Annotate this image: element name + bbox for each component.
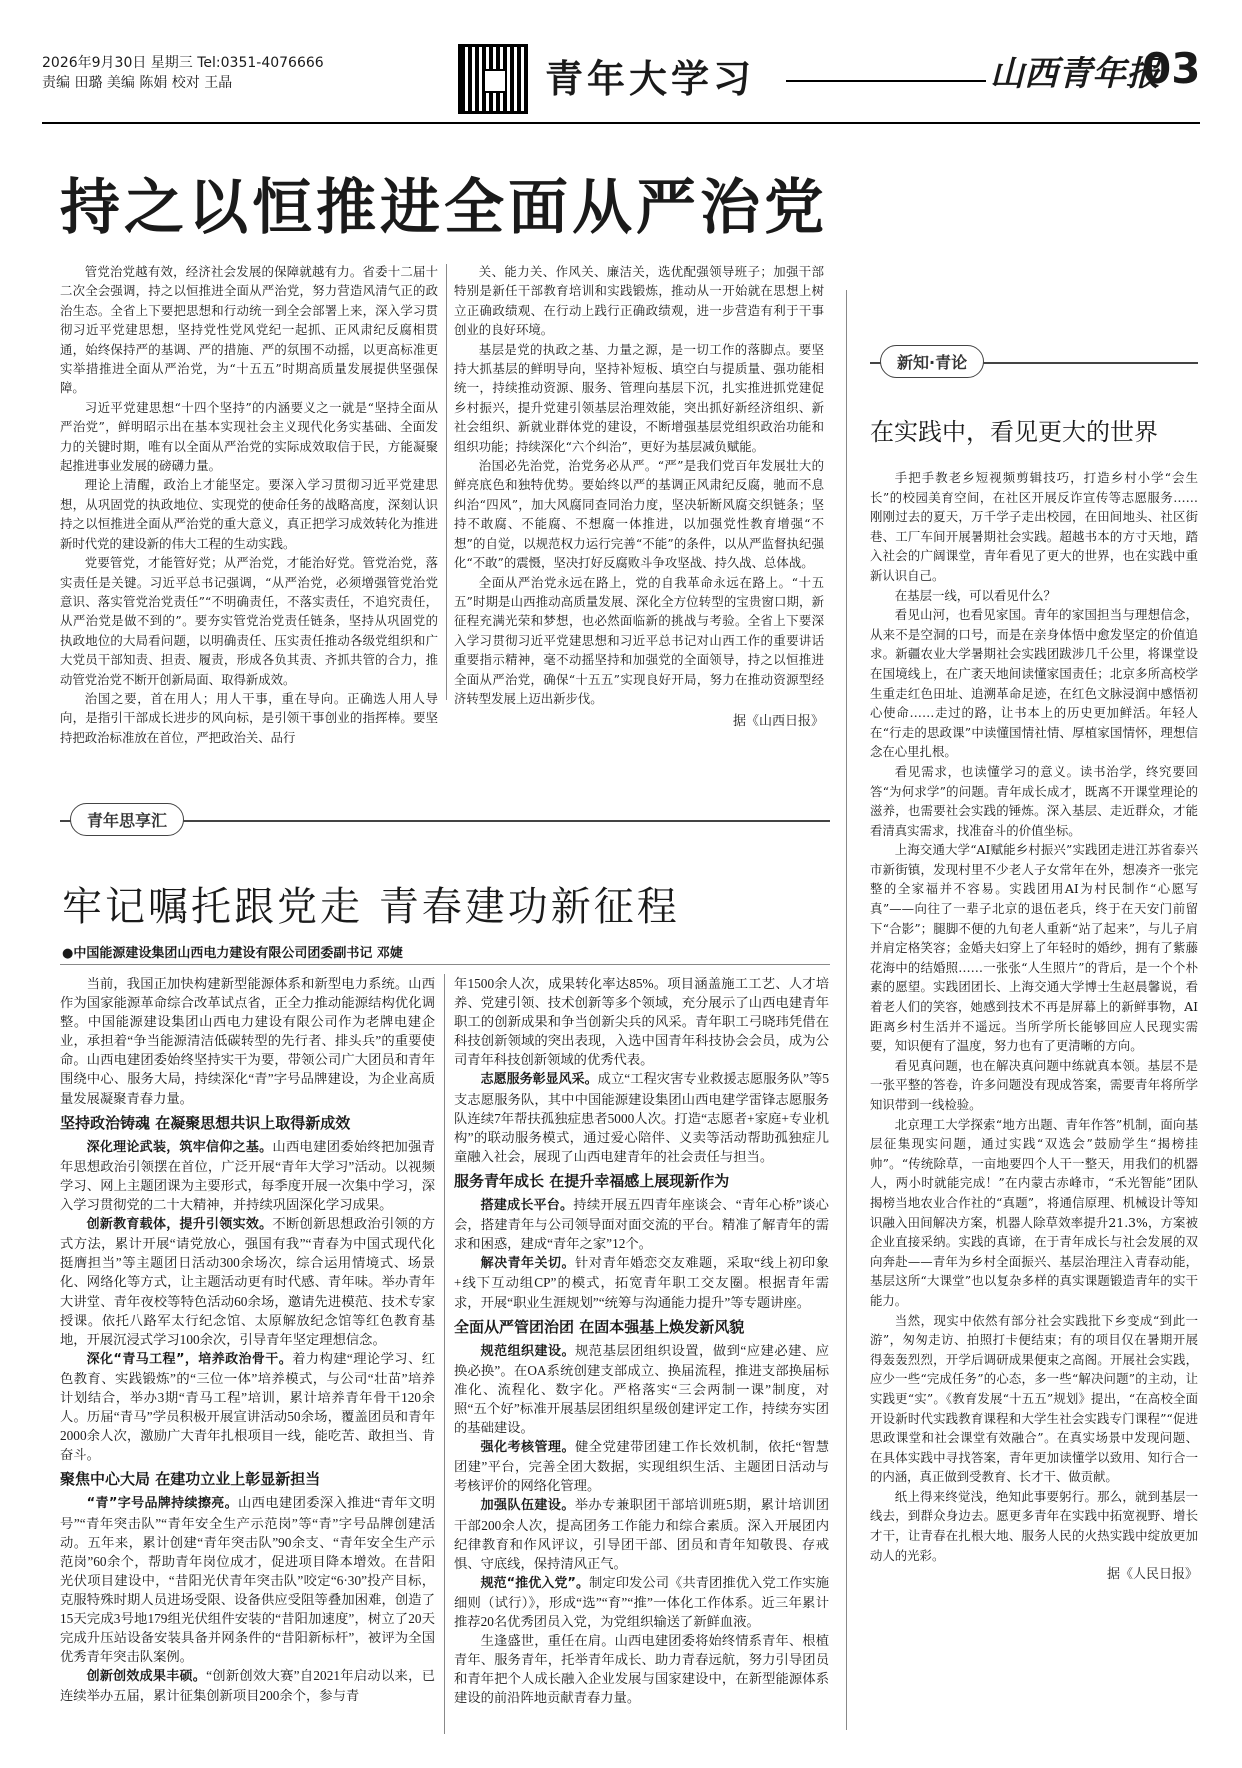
- body-text: 持续开展五四青年座谈会、“青年心桥”谈心会，搭建青年与公司领导面对面交流的平台。精准了解青年的需求和困惑，建成“青年之家”12个。: [454, 1197, 829, 1252]
- column-divider: [846, 290, 847, 1730]
- body-text: 健全党建带团建工作长效机制，依托“智慧团建”平台，完善全团大数据，实现组织生活、主题团日活动与考核评价的网络化管理。: [454, 1439, 829, 1494]
- paragraph: 上海交通大学“AI赋能乡村振兴”实践团走进江苏省泰兴市新街镇，发现村里不少老人子女常年在外，想凑齐一张完整的全家福并不容易。实践团用AI为村民制作“心愿写真”——向往了一辈子北京的退伍老兵，终于在天安门前留下“合影”；腿脚不便的九旬老人重新“站了起来”，与儿子肩并肩定格笑容；金婚夫妇穿上了年轻时的婚纱，拥有了紫藤花海中的结婚照……一张张“人生照片”的背后，是一个个朴素的愿望。实践团团长、上海交通大学博士生赵晨馨说，看着老人们的笑容，她感到技术不再是屏幕上的新鲜事物，AI距离乡村生活并不遥远。当所学所长能够回应人民现实需要，知识便有了温度，努力也有了更清晰的方向。: [870, 842, 1198, 1054]
- lead-in: 深化理论武装，筑牢信仰之基。: [86, 1139, 273, 1155]
- paragraph: [60, 1666, 435, 1705]
- feature-headline: 牢记嘱托跟党走 青春建功新征程: [62, 884, 680, 930]
- paragraph: 看见山河，也看见家国。青年的家国担当与理想信念，从来不是空洞的口号，而是在亲身体悟中愈发坚定的价值追求。新疆农业大学暑期社会实践团跋涉几千公里，将课堂设在国境线上，在广袤天地间读懂家国责任；北京多所高校学生重走红色田址、追溯革命足迹，在红色文脉浸润中感悟初心使命……走过的路，让书本上的历史更加鲜活。年轻人在“行走的思政课”中读懂国情社情、厚植家国情怀，理想信念在心里扎根。: [870, 607, 1198, 760]
- lead-in: 深化“青马工程”，培养政治骨干。: [86, 1351, 293, 1367]
- side-column: [870, 468, 1198, 1585]
- paragraph: 治国之要，首在用人；用人干事，重在导向。正确选人用人导向，是指引干部成长进步的风向标，是引领干事创业的指挥棒。要坚持把政治标准放在首位，严把政治关、品行: [60, 690, 438, 745]
- feature-column-1: [60, 974, 435, 1705]
- rule: [60, 964, 830, 965]
- newspaper-logo: 山西青年报: [990, 54, 1160, 94]
- side-tag-label: 新知·青论: [897, 353, 968, 372]
- body-text: 制定印发公司《共青团推优入党工作实施细则（试行）》，形成“选”“育”“推”一体化工作体系。近三年累计推荐20名优秀团员入党，为党组织输送了新鲜血液。: [454, 1574, 830, 1629]
- paragraph: [60, 1214, 435, 1349]
- lead-in: 加强队伍建设。: [480, 1498, 575, 1514]
- subheading: 聚焦中心大局 在建功立业上彰显新担当: [60, 1470, 321, 1489]
- body-text: 规范基层团组织设置，做到“应建必建、应换必换”。在OA系统创建支部成立、换届流程，推进支部换届标准化、流程化、数字化。严格落实“三会两制一课”制度，对照“五个好”标准开展基层团组织星级创建评定工作，持续夯实团的基础建设。: [454, 1342, 829, 1436]
- paragraph: 纸上得来终觉浅，绝知此事要躬行。那么，就到基层一线去，到群众身边去。愿更多青年在实践中拓宽视野、增长才干，让青春在扎根大地、服务人民的火热实践中绽放更加动人的光彩。: [870, 1488, 1198, 1563]
- body-text: 山西电建团委始终把加强青年思想政治引领摆在首位，广泛开展“青年大学习”活动。以视频学习、网上主题团课为主要形式，每季度开展一次集中学习，深入学习贯彻党的二十大精神，并持续巩固深化学习成果。: [60, 1138, 435, 1213]
- body-text: “创新创效大赛”自2021年启动以来，已连续举办五届，累计征集创新项目200余个，参与青: [60, 1668, 435, 1704]
- paragraph: [60, 1137, 435, 1214]
- lead-in: 搭建成长平台。: [480, 1198, 574, 1214]
- lead-in: 规范组织建设。: [480, 1343, 575, 1359]
- paragraph: 北京理工大学探索“地方出题、青年作答”机制，面向基层征集现实问题，通过实践“双选会”鼓励学生“揭榜挂帅”。“传统除草，一亩地要四个人干一整天，用我们的机器人，两小时就能完成！”在内蒙古赤峰市，“禾光智能”团队揭榜当地农业合作社的“真题”，将通信原理、机械设计等知识融入田间解决方案，机器人除草效率提升21.3%，方案被企业直接采纳。实践的真谛，在于青年成长与社会发展的双向奔赴——青年为乡村全面振兴、基层治理注入青春动能，基层这所“大课堂”也以复杂多样的真实课题锻造青年的实干能力。: [870, 1116, 1198, 1308]
- paragraph: 看见需求，也读懂学习的意义。读书治学，终究要回答“为何求学”的问题。青年成长成才，既离不开课堂理论的滋养，也需要社会实践的锤炼。深入基层、走近群众，才能看清真实需求，找准奋斗的价值坐标。: [870, 763, 1198, 838]
- lead-source: 据《山西日报》: [732, 714, 824, 730]
- body-text: 不断创新思想政治引领的方式方法，累计开展“请党放心，强国有我”“青春为中国式现代化挺膺担当”等主题团日活动300余场次，综合运用情境式、场景化、网络化等方式，让主题活动更有时代感、青年味。举办青年大讲堂、青年夜校等特色活动60余场，邀请先进模范、技术专家授课。依托八路军太行纪念馆、太原解放纪念馆等红色教育基地，开展沉浸式学习100余次，引导青年坚定理想信念。: [60, 1216, 435, 1347]
- paragraph: [60, 1349, 435, 1465]
- paragraph: 党要管党，才能管好党；从严治党，才能治好党。管党治党，落实责任是关键。习近平总书记强调，“从严治党，必须增强管党治党意识、落实管党治党责任”“不明确责任，不落实责任，不追究责任，从严治党是做不到的”。要夯实管党治党责任链条，坚持从巩固党的执政地位的大局看问题，以明确责任、压实责任推动各级党组织和广大党员干部知责、担责、履责，形成各负其责、齐抓共管的合力，推动管党治党不断开创新局面、取得新成效。: [60, 555, 438, 687]
- paragraph: [454, 1195, 829, 1253]
- side-headline: 在实践中，看见更大的世界: [870, 418, 1158, 446]
- paragraph: 生逢盛世，重任在肩。山西电建团委将始终情系青年、根植青年、服务青年，托举青年成长、助力青春远航，努力引导团员和青年把个人成长融入企业发展与国家建设中，在新型能源体系建设的前沿阵地贡献青春力量。: [454, 1633, 829, 1706]
- paragraph: 在基层一线，可以看见什么？: [894, 587, 1056, 603]
- paragraph: [60, 1493, 435, 1666]
- lead-in: “青”字号品牌持续擦亮。: [86, 1496, 238, 1512]
- lead-in: 规范“推优入党”。: [480, 1575, 590, 1591]
- body-text: 山西电建团委深入推进“青年文明号”“青年突击队”“青年安全生产示范岗”等“青”字号品牌创建活动。五年来，累计创建“青年突击队”90余支、“青年安全生产示范岗”60余个，帮助青年岗位成才，促进项目降本增效。在昔阳光伏项目建设中，“昔阳光伏青年突击队”咬定“6·30”投产目标，克服特殊时期人员进场受限、设备供应受阻等叠加困难，创造了15天完成3号地179组光伏组件安装的“昔阳加速度”，树立了20天完成升压站设备安装具备并网条件的“昔阳新标杆”，被评为全国优秀青年突击队案例。: [60, 1495, 435, 1665]
- issue-date: 2026年9月30日 星期三 Tel:0351-4076666: [42, 55, 324, 71]
- feature-tag-label: 青年思享汇: [87, 811, 168, 830]
- top-rule: [42, 122, 1200, 124]
- side-source: 据《人民日报》: [1106, 1567, 1198, 1583]
- paragraph: 全面从严治党永远在路上，党的自我革命永远在路上。“十五五”时期是山西推动高质量发展、深化全方位转型的宝贵窗口期，新征程充满光荣和梦想，也必然面临新的挑战与考验。全省上下要深入学习贯彻习近平党建思想和习近平总书记对山西工作的重要讲话重要指示精神，毫不动摇坚持和加强党的全面领导，持之以恒推进全面从严治党，确保“十五五”实现良好开局，努力在推动资源型经济转型发展上迈出新步伐。: [454, 574, 824, 706]
- feature-byline: ●中国能源建设集团山西电力建设有限公司团委副书记 邓婕: [62, 946, 403, 961]
- paragraph: 管党治党越有效，经济社会发展的保障就越有力。省委十二届十二次全会强调，持之以恒推进全面从严治党，努力营造风清气正的政治生态。全省上下要把思想和行动统一到全会部署上来，深入学习贯彻习近平党建思想，坚持党性党风党纪一起抓、正风肃纪反腐相贯通，始终保持严的基调、严的措施、严的氛围不动摇，以更高标准更实举措推进全面从严治党，为“十五五”时期高质量发展提供坚强保障。: [60, 264, 438, 396]
- paragraph: [454, 1437, 829, 1495]
- body-text: 针对青年婚恋交友难题，采取“线上初印象+线下互动组CP”的模式，拓宽青年职工交友圈。根据青年需求，开展“职业生涯规划”“统筹与沟通能力提升”等专题讲座。: [454, 1255, 829, 1310]
- paragraph: [454, 1341, 829, 1437]
- paragraph: 手把手教老乡短视频剪辑技巧，打造乡村小学“会生长”的校园美育空间，在社区开展反诈宣传等志愿服务……刚刚过去的夏天，万千学子走出校园，在田间地头、社区街巷、工厂车间开展暑期社会实践。超越书本的方寸天地，踏入社会的广阔课堂，青年看见了更大的世界，也在实践中重新认识自己。: [870, 470, 1198, 583]
- paragraph: 治国必先治党，治党务必从严。“严”是我们党百年发展壮大的鲜亮底色和独特优势。要始终以严的基调正风肃纪反腐，驰而不息纠治“四风”，加大风腐同查同治力度，坚决斩断风腐交织链条；坚持不敢腐、不能腐、不想腐一体推进，以加强党性教育增强“不想”的自觉，以规范权力运行完善“不能”的条件，以从严监督执纪强化“不敢”的震慑，坚决打好反腐败斗争攻坚战、持久战、总体战。: [454, 458, 824, 571]
- subheading: 服务青年成长 在提升幸福感上展现新作为: [454, 1171, 730, 1190]
- lead-column-1: [60, 262, 438, 747]
- paragraph: 基层是党的执政之基、力量之源，是一切工作的落脚点。要坚持大抓基层的鲜明导向，坚持补短板、填空白与提质量、强功能相统一，持续推动资源、服务、管理向基层下沉，扎实推进抓党建促乡村振兴，提升党建引领基层治理效能，突出抓好新经济组织、新社会组织、新就业群体党的建设，不断增强基层党组织政治功能和组织功能；持续深化“六个纠治”，更好为基层减负赋能。: [454, 341, 824, 454]
- subheading: 全面从严管团治团 在固本强基上焕发新风貌: [454, 1317, 745, 1336]
- body-text: 举办专兼职团干部培训班5期，累计培训团干部200余人次，提高团务工作能力和综合素质。深入开展团内纪律教育和作风评议，引导团干部、团员和青年知敬畏、存戒惧、守底线，保持清风正气。: [454, 1497, 829, 1571]
- header-rule: [786, 80, 986, 82]
- paragraph: 习近平党建思想“十四个坚持”的内涵要义之一就是“坚持全面从严治党”，鲜明昭示出在基本实现社会主义现代化务实基础、全面发力的关键时期，唯有以全面从严治党的实际成效取信于民，方能凝聚起推进事业发展的磅礴力量。: [60, 399, 438, 474]
- paragraph: 年1500余人次，成果转化率达85%。项目涵盖施工工艺、人才培养、党建引领、技术创新等多个领域，充分展示了山西电建青年职工的创新成果和争当创新尖兵的风采。青年职工弓晓玮凭借在科技创新领域的突出表现，入选中国青年科技协会会员，成为公司青年科技创新领域的优秀代表。: [454, 976, 829, 1068]
- lead-column-2: [454, 262, 824, 732]
- section-title: 青年大学习: [545, 56, 756, 101]
- paragraph: 当然，现实中依然有部分社会实践批下乡变成“到此一游”，匆匆走访、拍照打卡便结束；有的项目仅在暑期开展得轰轰烈烈，开学后调研成果便束之高阁。开展社会实践，应少一些“完成任务”的心态，多一些“解决问题”的主动，让实践更“实”。《教育发展“十五五”规划》提出，“在高校全面开设新时代实践教育课程和大学生社会实践专门课程”“促进思政课堂和社会课堂有效融合”。在真实场景中发现问题、在具体实践中寻找答案，青年更加读懂学以致用、知行合一的内涵，真正做到受教育、长才干、做贡献。: [870, 1312, 1198, 1485]
- paragraph: [454, 1253, 829, 1311]
- column-divider: [444, 974, 445, 1734]
- paragraph: 理论上清醒，政治上才能坚定。要深入学习贯彻习近平党建思想，从巩固党的执政地位、实现党的使命任务的战略高度，深刻认识持之以恒推进全面从严治党的重大意义，真正把学习成效转化为推进新时代党的建设新的伟大工程的生动实践。: [60, 477, 438, 551]
- lead-in: 强化考核管理。: [480, 1440, 575, 1456]
- lead-in: 解决青年关切。: [480, 1256, 575, 1272]
- paragraph: [454, 1573, 829, 1631]
- body-text: 着力构建“理论学习、红色教育、实践锻炼”的“三位一体”培养模式，与公司“壮苗”培养计划结合，举办3期“青马工程”培训，累计培养青年骨干120余人。历届“青马”学员积极开展宣讲活动50余场，覆盖团员和青年2000余人次，激励广大青年扎根项目一线，能吃苦、敢担当、肯奋斗。: [60, 1350, 435, 1463]
- paragraph: 关、能力关、作风关、廉洁关，选优配强领导班子；加强干部特别是新任干部教育培训和实践锻炼，推动从一开始就在思想上树立正确政绩观、在行动上践行正确政绩观，进一步营造有利于干事创业的良好环境。: [454, 264, 824, 338]
- body-text: 成立“工程灾害专业救援志愿服务队”等5支志愿服务队，其中中国能源建设集团山西电建学雷锋志愿服务队连续7年帮扶孤独症患者5000人次。打造“志愿者+家庭+专业机构”的联动服务模式，通过爱心陪伴、义卖等活动帮助孤独症儿童融入社会，展现了山西电建青年的社会责任与担当。: [454, 1071, 829, 1164]
- column-divider: [446, 264, 447, 700]
- lead-in: 创新创效成果丰硕。: [86, 1669, 207, 1685]
- editor-credits: 责编 田璐 美编 陈娟 校对 王晶: [42, 75, 233, 91]
- paragraph: [454, 1495, 829, 1572]
- lead-headline: 持之以恒推进全面从严治党: [60, 173, 828, 243]
- paragraph: [454, 1069, 829, 1165]
- side-tag: [880, 345, 984, 378]
- feature-column-2: [454, 974, 829, 1707]
- paragraph: 看见真问题，也在解决真问题中练就真本领。基层不是一张平整的答卷，许多问题没有现成答案，需要青年将所学知识带到一线检验。: [870, 1057, 1198, 1112]
- paragraph: 当前，我国正加快构建新型能源体系和新型电力系统。山西作为国家能源革命综合改革试点省，正全力推动能源结构优化调整。中国能源建设集团山西电力建设有限公司作为老牌电建企业，承担着“争当能源清洁低碳转型的先行者、排头兵”的重要使命。山西电建团委始终坚持实干为要，带领公司广大团员和青年围绕中心、服务大局，持续深化“青”字号品牌建设，为企业高质量发展凝聚青春力量。: [60, 976, 435, 1106]
- lead-in: 创新教育载体，提升引领实效。: [86, 1217, 273, 1233]
- subheading: 坚持政治铸魂 在凝聚思想共识上取得新成效: [60, 1113, 351, 1132]
- lead-in: 志愿服务彰显风采。: [480, 1072, 598, 1088]
- page-number: 03: [1142, 44, 1201, 93]
- feature-tag: [70, 803, 184, 836]
- qr-code-icon: [458, 44, 528, 114]
